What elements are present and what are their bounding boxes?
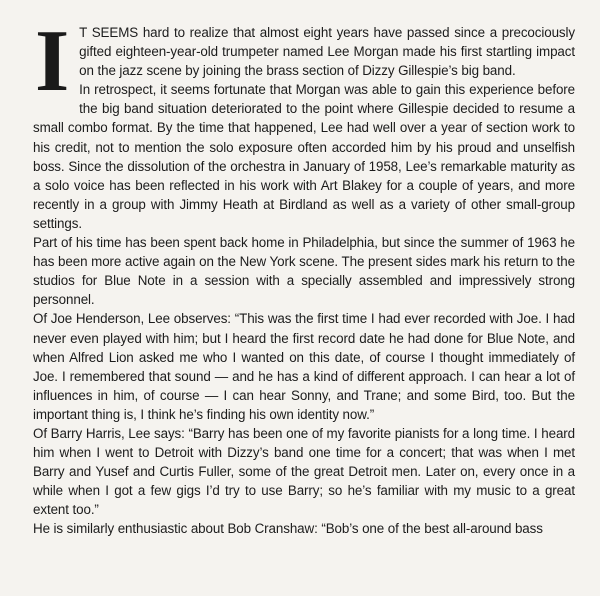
paragraph-retrospect: In retrospect, it seems fortunate that Morgan was able to gain this experience before the big band situation deteriorated to the point where Gillespie decided to resume a small combo format. By the time that happened, Lee had well over a year of section work to his credit, not to mention the solo exposure often accorded him by his proud and unselfish boss. Since the dissolution of the orchestra in January of 1958, Lee’s remarkable maturity as a solo voice has been reflected in his work with Art Blakey for a couple of years, and more recently in a group with Jimmy Heath at Birdland as well as a variety of other small-group settings.	[33, 82, 575, 231]
paragraph-philadelphia: Part of his time has been spent back home in Philadelphia, but since the summer of 1963 he has been more active again on the New York scene. The present sides mark his return to the studios for Blue Note in a session with a specially assembled and impressively strong personnel.	[33, 235, 575, 308]
paragraph-joe-henderson: Of Joe Henderson, Lee observes: “This was the first time I had ever recorded with Joe. I had never even played with him; but I heard the first record date he had done for Blue Note, and when Alfred Lion asked me who I wanted on this date, of course I thought immediately of Joe. I remembered that sound — and he has a kind of different approach. I can hear a lot of influences in him, of course — I can hear Sonny, and Trane; and some Bird, too. But the important thing is, I think he’s finding his own identity now.”	[33, 311, 575, 422]
paragraph-barry-harris: Of Barry Harris, Lee says: “Barry has been one of my favorite pianists for a long time. I heard him when I went to Detroit with Dizzy’s band one time for a concert; that was when I met Barry and Yusef and Curtis Fuller, some of the great Detroit men. Later on, every once in a while when I got a few gigs I’d try to use Barry; so he’s familiar with my music to a great extent too.”	[33, 425, 575, 518]
liner-notes-text	[33, 13, 575, 539]
drop-cap-letter: I	[35, 13, 70, 110]
paragraph-bob-cranshaw: He is similarly enthusiastic about Bob Cranshaw: “Bob’s one of the best all-around bass	[33, 521, 543, 537]
paragraph-intro: T SEEMS hard to realize that almost eight years have passed since a precociously gifted eighteen-year-old trumpeter named Lee Morgan made his first startling impact on the jazz scene by joining the brass section of Dizzy Gillespie’s big band.	[79, 25, 575, 79]
